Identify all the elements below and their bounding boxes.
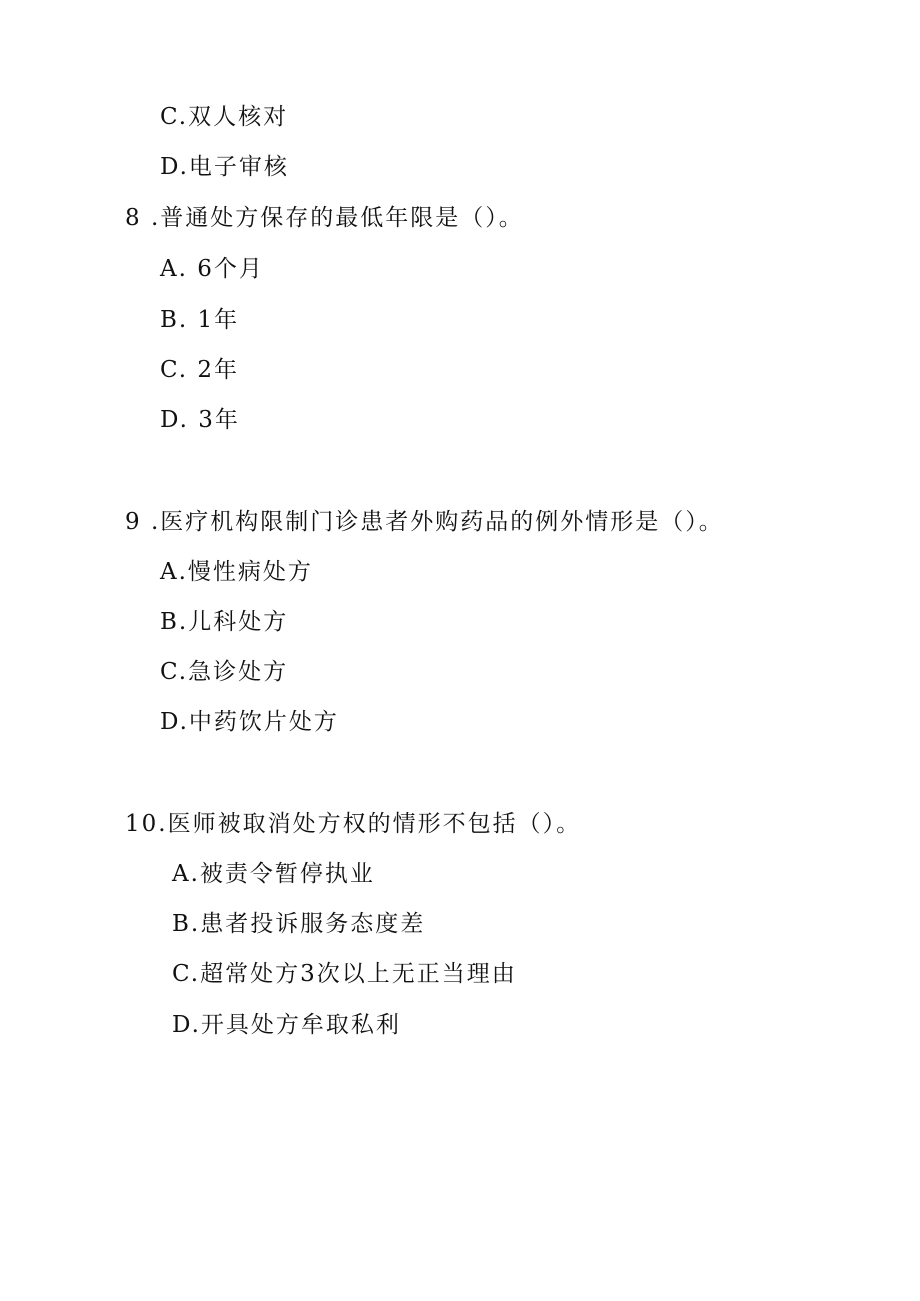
q7-option-c: C.双人核对 [160, 104, 289, 130]
q7-option-d: D.电子审核 [160, 154, 289, 180]
q10-option-c: C.超常处方3次以上无正当理由 [172, 961, 517, 987]
q9-question: 9 .医疗机构限制门诊患者外购药品的例外情形是（）。 [125, 509, 724, 535]
q10-option-b: B.患者投诉服务态度差 [172, 911, 426, 937]
q9-option-a: A.慢性病处方 [160, 559, 313, 585]
q8-option-d: D. 3年 [160, 407, 240, 433]
q10-option-a: A.被责令暂停执业 [172, 861, 375, 887]
q8-option-a: A. 6个月 [160, 256, 264, 282]
q8-option-b: B. 1年 [160, 307, 240, 333]
q10-option-d: D.开具处方牟取私利 [172, 1012, 401, 1038]
q8-option-c: C. 2年 [160, 357, 240, 383]
q9-option-d: D.中药饮片处方 [160, 709, 339, 735]
q10-question: 10.医师被取消处方权的情形不包括（）。 [125, 811, 582, 837]
q9-option-c: C.急诊处方 [160, 659, 289, 685]
q8-question: 8 .普通处方保存的最低年限是（）。 [125, 205, 524, 231]
q9-option-b: B.儿科处方 [160, 609, 289, 635]
